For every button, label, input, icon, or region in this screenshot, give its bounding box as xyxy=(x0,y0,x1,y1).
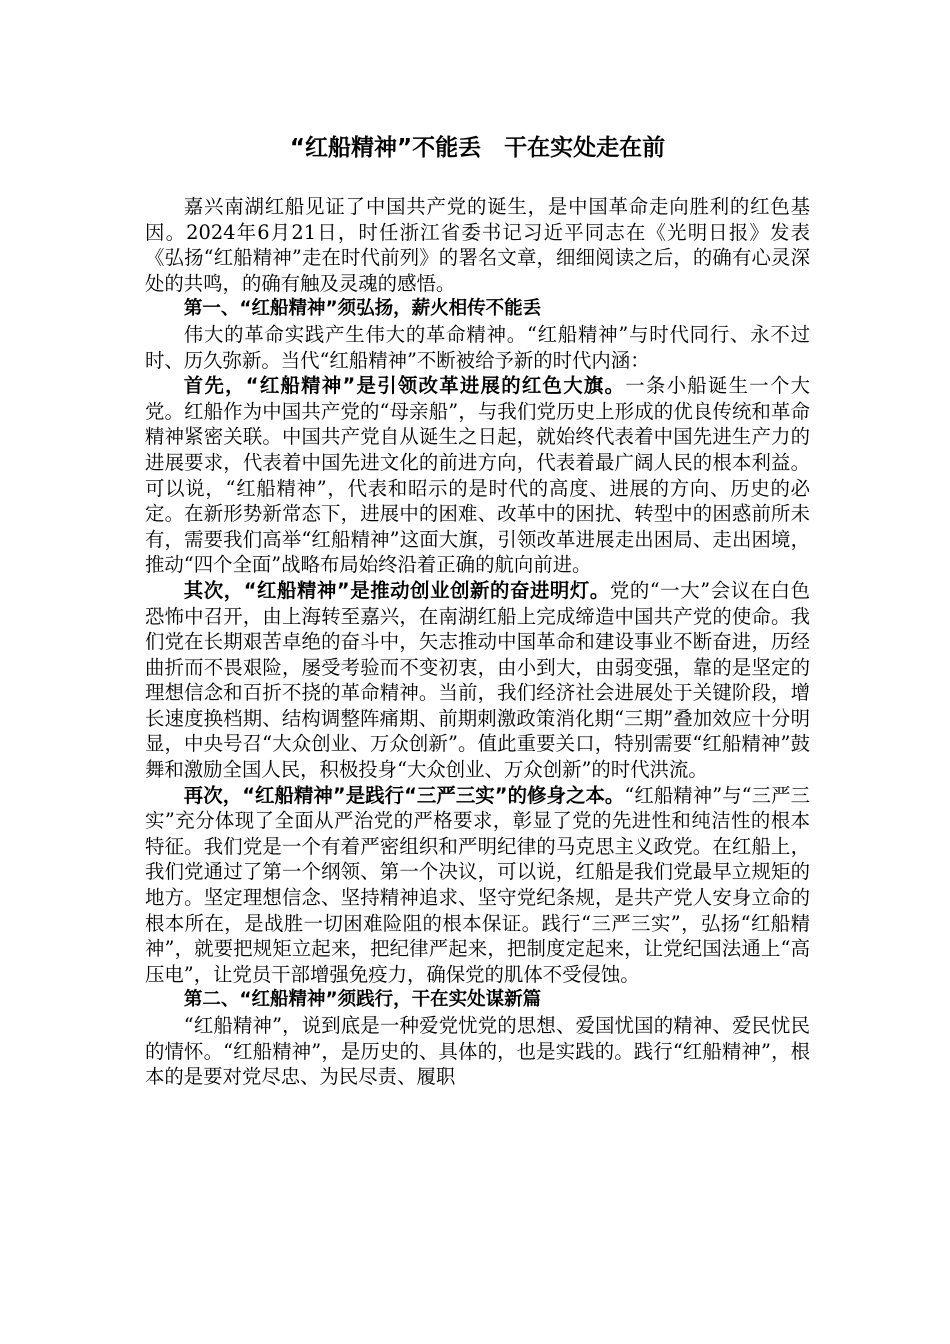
section-1-point-2 xyxy=(145,578,810,783)
point-3-text: “红船精神”与“三严三实”充分体现了全面从严治党的严格要求，彰显了党的先进性和纯洁性的根本特征。我们党是一个有着严密组织和严明纪律的马克思主义政党。在红船上，我们党通过了第一个纲领、第一个决议，可以说，红船是我们党最早立规矩的地方。坚定理想信念、坚持精神追求、坚守党纪条规，是共产党人安身立命的根本所在，是战胜一切困难险阻的根本保证。践行“三严三实”，弘扬“红船精神”，就要把规矩立起来，把纪律严起来，把制度定起来，让党纪国法通上“高压电”，让党员干部增强免疫力，确保党的肌体不受侵蚀。 xyxy=(145,783,810,986)
document-title: “红船精神”不能丢 干在实处走在前 xyxy=(289,135,666,161)
point-2-lead: 其次，“红船精神”是推动创业创新的奋进明灯。 xyxy=(183,578,610,602)
document-page xyxy=(145,130,810,1090)
section-2-heading: 第二、“红船精神”须践行，干在实处谋新篇 xyxy=(183,989,542,1011)
point-3-lead: 再次，“红船精神”是践行“三严三实”的修身之本。 xyxy=(183,783,625,807)
section-2-intro: “红船精神”，说到底是一种爱党忧党的思想、爱国忧国的精神、爱民忧民的情怀。“红船精神”，是历史的、具体的，也是实践的。践行“红船精神”，根本的是要对党尽忠、为民尽责、履职 xyxy=(145,1014,810,1089)
point-1-text: 一条小船诞生一个大党。红船作为中国共产党的“母亲船”，与我们党历史上形成的优良传统和革命精神紧密关联。中国共产党自从诞生之日起，就始终代表着中国先进生产力的进展要求，代表着中国先进文化的前进方向，代表着最广阔人民的根本利益。可以说，“红船精神”，代表和昭示的是时代的高度、进展的方向、历史的必定。在新形势新常态下，进展中的困难、改革中的困扰、转型中的困惑前所未有，需要我们高举“红船精神”这面大旗，引领改革进展走出困局、走出困境，推动“四个全面”战略布局始终沿着正确的航向前进。 xyxy=(145,374,810,577)
section-1-heading: 第一、“红船精神”须弘扬，薪火相传不能丢 xyxy=(183,298,542,320)
section-1-intro: 伟大的革命实践产生伟大的革命精神。“红船精神”与时代同行、永不过时、历久弥新。当代“红船精神”不断被给予新的时代内涵： xyxy=(145,322,810,372)
intro-paragraph: 嘉兴南湖红船见证了中国共产党的诞生，是中国革命走向胜利的红色基因。2024年6月21日，时任浙江省委书记习近平同志在《光明日报》发表《弘扬“红船精神”走在时代前列》的署名文章，细细阅读之后，的确有心灵深处的共鸣，的确有触及灵魂的感悟。 xyxy=(145,195,810,295)
point-1-lead: 首先，“红船精神”是引领改革进展的红色大旗。 xyxy=(183,374,626,398)
section-1-point-3 xyxy=(145,783,810,988)
point-2-text: 党的“一大”会议在白色恐怖中召开，由上海转至嘉兴，在南湖红船上完成缔造中国共产党的使命。我们党在长期艰苦卓绝的奋斗中，矢志推动中国革命和建设事业不断奋进，历经曲折而不畏艰险，屡受考验而不变初衷，由小到大，由弱变强，靠的是坚定的理想信念和百折不挠的革命精神。当前，我们经济社会进展处于关键阶段，增长速度换档期、结构调整阵痛期、前期刺激政策消化期“三期”叠加效应十分明显，中央号召“大众创业、万众创新”。值此重要关口，特别需要“红船精神”鼓舞和激励全国人民，积极投身“大众创业、万众创新”的时代洪流。 xyxy=(145,578,810,782)
section-1-point-1 xyxy=(145,373,810,578)
